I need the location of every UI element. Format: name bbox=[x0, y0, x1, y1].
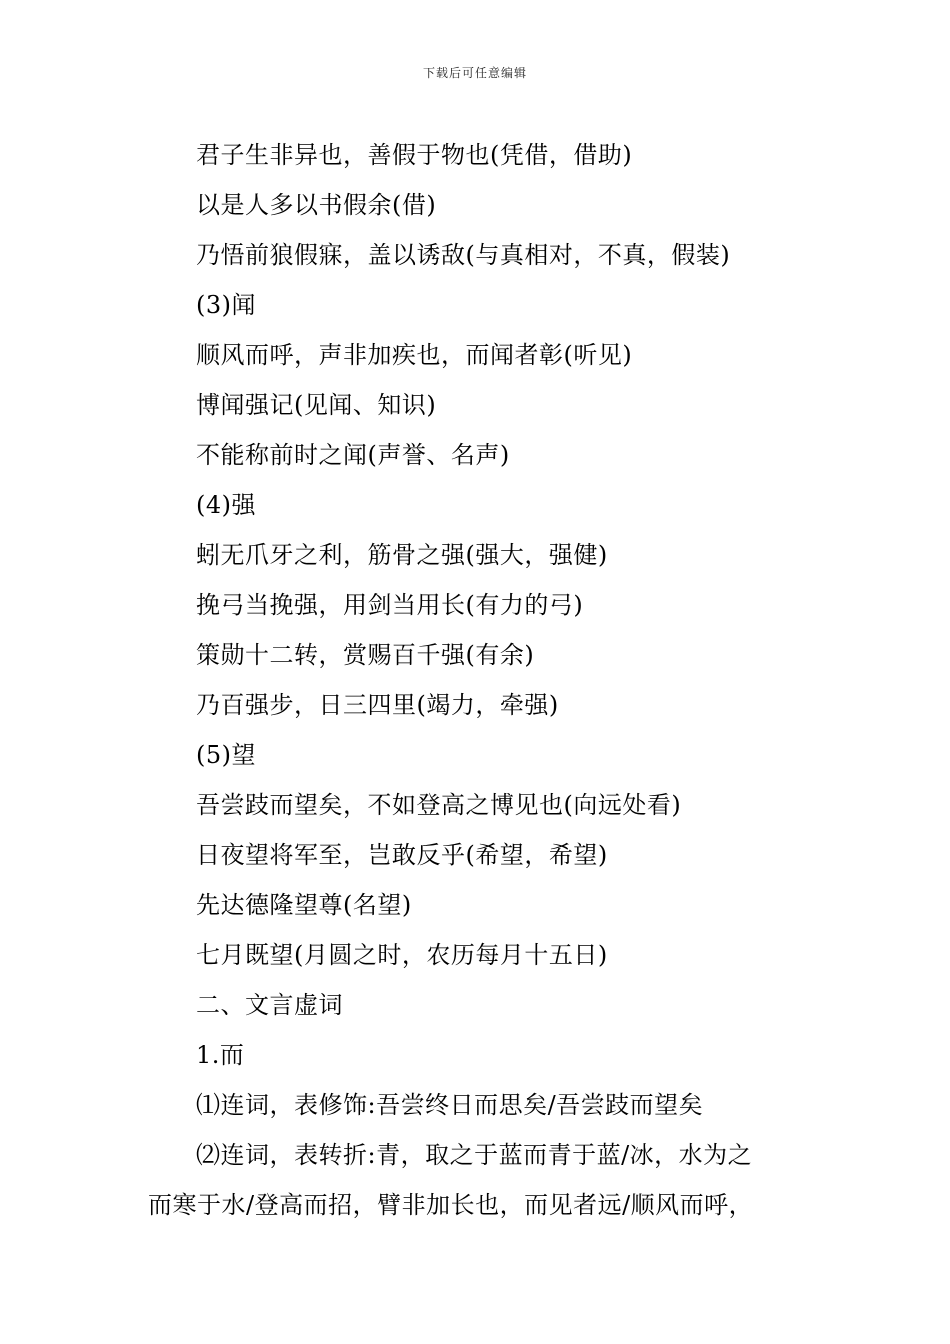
text-line: ⑵连词，表转折:青，取之于蓝而青于蓝/冰，水为之 bbox=[196, 1141, 753, 1169]
document-body bbox=[148, 130, 818, 1230]
text-line: 博闻强记(见闻、知识) bbox=[196, 391, 437, 419]
text-line: 顺风而呼，声非加疾也，而闻者彰(听见) bbox=[196, 341, 633, 369]
text-line: 先达德隆望尊(名望) bbox=[196, 891, 412, 919]
text-line: 日夜望将军至，岂敢反乎(希望，希望) bbox=[196, 841, 608, 869]
page-header: 下载后可任意编辑 bbox=[422, 66, 527, 80]
text-line: 不能称前时之闻(声誉、名声) bbox=[196, 441, 510, 469]
text-line: ⑴连词，表修饰:吾尝终日而思矣/吾尝跂而望矣 bbox=[196, 1091, 704, 1119]
text-line: 而寒于水/登高而招，臂非加长也，而见者远/顺风而呼， bbox=[148, 1191, 754, 1219]
text-line: 乃悟前狼假寐，盖以诱敌(与真相对，不真，假装) bbox=[196, 241, 731, 269]
text-line: 君子生非异也，善假于物也(凭借，借助) bbox=[196, 141, 633, 169]
section-heading: 1.而 bbox=[196, 1041, 245, 1069]
text-line: 以是人多以书假余(借) bbox=[196, 191, 437, 219]
section-heading: (3)闻 bbox=[196, 291, 256, 319]
text-line: 挽弓当挽强，用剑当用长(有力的弓) bbox=[196, 591, 584, 619]
text-line: 七月既望(月圆之时，农历每月十五日) bbox=[196, 941, 608, 969]
text-line: 吾尝跂而望矣，不如登高之博见也(向远处看) bbox=[196, 791, 682, 819]
text-line: 乃百强步，日三四里(竭力，牵强) bbox=[196, 691, 559, 719]
chapter-heading: 二、文言虚词 bbox=[196, 991, 343, 1019]
text-line: 蚓无爪牙之利，筋骨之强(强大，强健) bbox=[196, 541, 608, 569]
text-line: 策勋十二转，赏赐百千强(有余) bbox=[196, 641, 535, 669]
section-heading: (5)望 bbox=[196, 741, 256, 769]
section-heading: (4)强 bbox=[196, 491, 256, 519]
